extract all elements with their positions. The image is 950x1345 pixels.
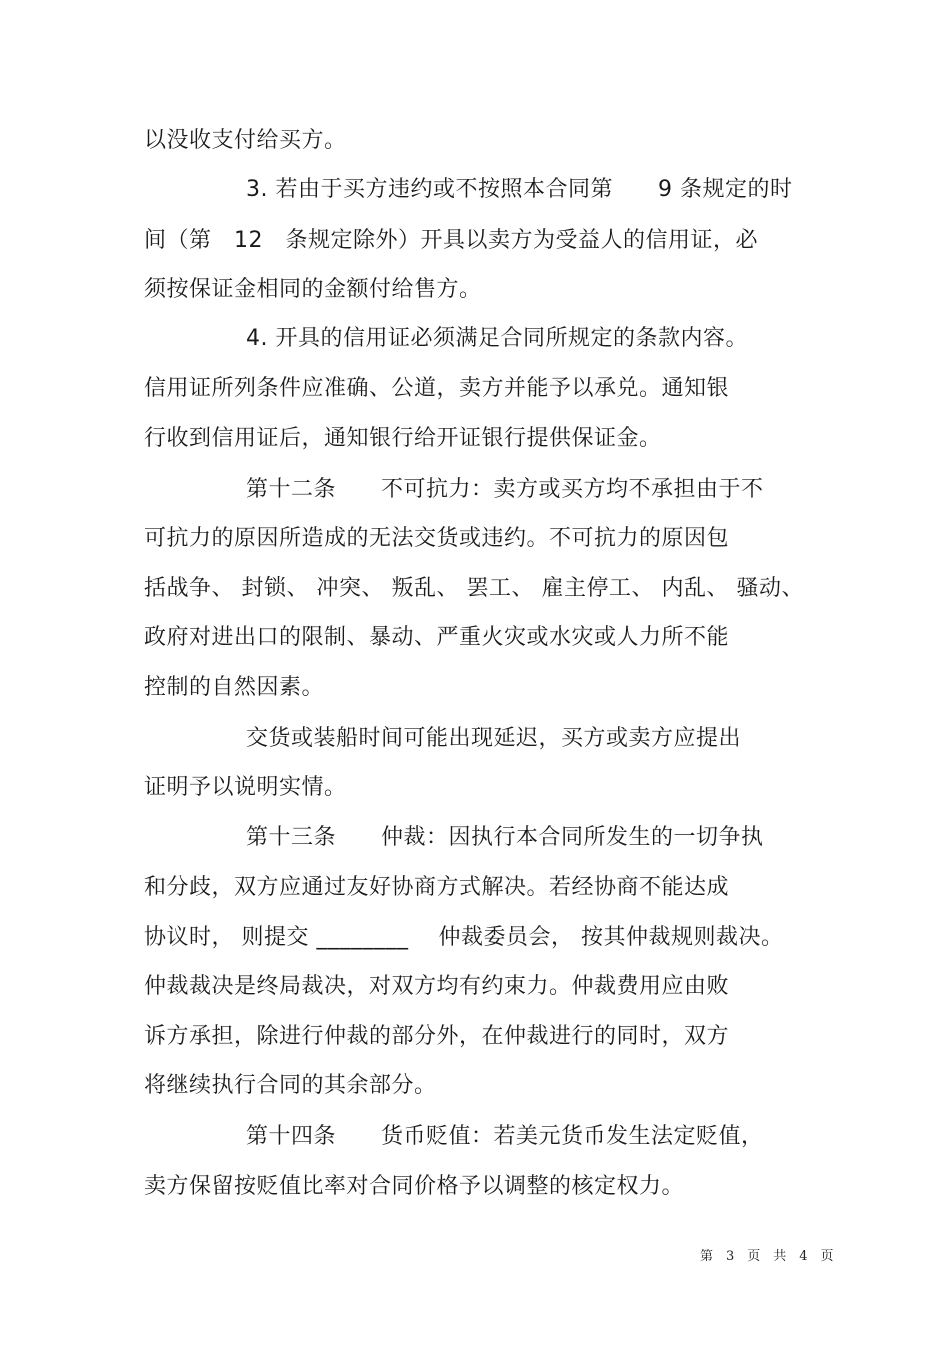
text-line: 证明予以说明实情。 <box>144 775 347 800</box>
page-number: 第 3 页 共 4 页 <box>700 1249 834 1264</box>
text-line: 将继续执行合同的其余部分。 <box>144 1073 437 1098</box>
text-line: 控制的自然因素。 <box>144 675 325 700</box>
article-12-heading-line: 第十二条 不可抗力：卖方或买方均不承担由于不 <box>246 477 764 502</box>
text-line: 间（第 12 条规定除外）开具以卖方为受益人的信用证，必 <box>144 228 758 253</box>
text-line: 仲裁裁决是终局裁决，对双方均有约束力。仲裁费用应由败 <box>144 974 730 999</box>
text-line: 括战争、 封锁、 冲突、 叛乱、 罢工、 雇主停工、 内乱、 骚动、 <box>144 576 804 601</box>
article-14-heading-line: 第十四条 货币贬值：若美元货币发生法定贬值， <box>246 1124 764 1149</box>
text-line: 信用证所列条件应准确、公道，卖方并能予以承兑。通知银 <box>144 376 730 401</box>
text-line: 须按保证金相同的金额付给售方。 <box>144 277 482 302</box>
text-line: 以没收支付给买方。 <box>144 128 347 153</box>
text-line: 协议时， 则提交 ________ 仲裁委员会， 按其仲裁规则裁决。 <box>144 925 784 950</box>
text-line: 行收到信用证后，通知银行给开证银行提供保证金。 <box>144 426 662 451</box>
text-line: 诉方承担，除进行仲裁的部分外，在仲裁进行的同时，双方 <box>144 1024 730 1049</box>
text-line: 4. 开具的信用证必须满足合同所规定的条款内容。 <box>246 326 748 351</box>
text-line: 和分歧，双方应通过友好协商方式解决。若经协商不能达成 <box>144 875 730 900</box>
article-13-heading-line: 第十三条 仲裁：因执行本合同所发生的一切争执 <box>246 825 764 850</box>
text-line: 可抗力的原因所造成的无法交货或违约。不可抗力的原因包 <box>144 526 730 551</box>
text-line: 卖方保留按贬值比率对合同价格予以调整的核定权力。 <box>144 1174 685 1199</box>
text-line: 政府对进出口的限制、暴动、严重火灾或水灾或人力所不能 <box>144 625 730 650</box>
text-line: 交货或装船时间可能出现延迟，买方或卖方应提出 <box>246 726 742 751</box>
text-line: 3. 若由于买方违约或不按照本合同第 9 条规定的时 <box>246 177 793 202</box>
